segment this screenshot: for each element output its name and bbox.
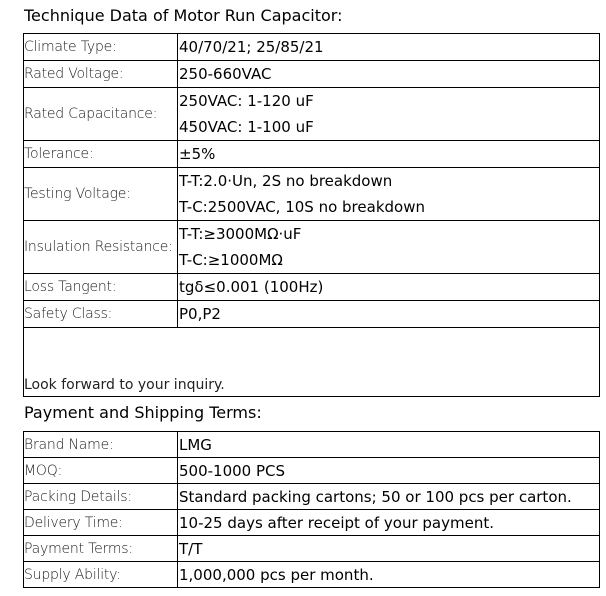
insulation-resistance-value: T-T:≥3000MΩ·uF T-C:≥1000MΩ — [178, 221, 600, 274]
technique-table — [23, 33, 600, 397]
safety-class-label: Safety Class: — [24, 301, 178, 328]
inquiry-note-cell — [24, 328, 600, 397]
brand-name-label: Brand Name: — [24, 432, 178, 458]
table-row — [24, 301, 600, 328]
moq-label: MOQ: — [24, 458, 178, 484]
delivery-time-value: 10-25 days after receipt of your payment. — [178, 510, 600, 536]
tolerance-label: Tolerance: — [24, 141, 178, 168]
table-row — [24, 168, 600, 221]
supply-ability-label: Supply Ability: — [24, 562, 178, 588]
table-row — [24, 432, 600, 458]
supply-ability-value: 1,000,000 pcs per month. — [178, 562, 600, 588]
table-row — [24, 34, 600, 61]
payment-terms-value: T/T — [178, 536, 600, 562]
payment-terms-label: Payment Terms: — [24, 536, 178, 562]
testing-voltage-label: Testing Voltage: — [24, 168, 178, 221]
rated-capacitance-label: Rated Capacitance: — [24, 88, 178, 141]
insulation-resistance-label: Insulation Resistance: — [24, 221, 178, 274]
table-row — [24, 484, 600, 510]
table-row — [24, 562, 600, 588]
climate-type-label: Climate Type: — [24, 34, 178, 61]
moq-value: 500-1000 PCS — [178, 458, 600, 484]
table-row — [24, 274, 600, 301]
payment-table — [23, 431, 600, 588]
table-row — [24, 61, 600, 88]
packing-details-label: Packing Details: — [24, 484, 178, 510]
brand-name-value: LMG — [178, 432, 600, 458]
packing-details-value: Standard packing cartons; 50 or 100 pcs per carton. — [178, 484, 600, 510]
tolerance-value: ±5% — [178, 141, 600, 168]
table-row — [24, 328, 600, 397]
table-row — [24, 536, 600, 562]
rated-voltage-label: Rated Voltage: — [24, 61, 178, 88]
table-row — [24, 88, 600, 141]
delivery-time-label: Delivery Time: — [24, 510, 178, 536]
testing-voltage-value: T-T:2.0·Un, 2S no breakdown T-C:2500VAC, 10S no breakdown — [178, 168, 600, 221]
loss-tangent-label: Loss Tangent: — [24, 274, 178, 301]
loss-tangent-value: tgδ≤0.001 (100Hz) — [178, 274, 600, 301]
table-row — [24, 141, 600, 168]
rated-voltage-value: 250-660VAC — [178, 61, 600, 88]
table-row — [24, 458, 600, 484]
rated-capacitance-value: 250VAC: 1-120 uF 450VAC: 1-100 uF — [178, 88, 600, 141]
payment-heading: Payment and Shipping Terms: — [24, 403, 262, 422]
table-row — [24, 510, 600, 536]
inquiry-note: Look forward to your inquiry. — [24, 377, 225, 393]
technique-heading: Technique Data of Motor Run Capacitor: — [24, 6, 343, 25]
climate-type-value: 40/70/21; 25/85/21 — [178, 34, 600, 61]
table-row — [24, 221, 600, 274]
safety-class-value: P0,P2 — [178, 301, 600, 328]
